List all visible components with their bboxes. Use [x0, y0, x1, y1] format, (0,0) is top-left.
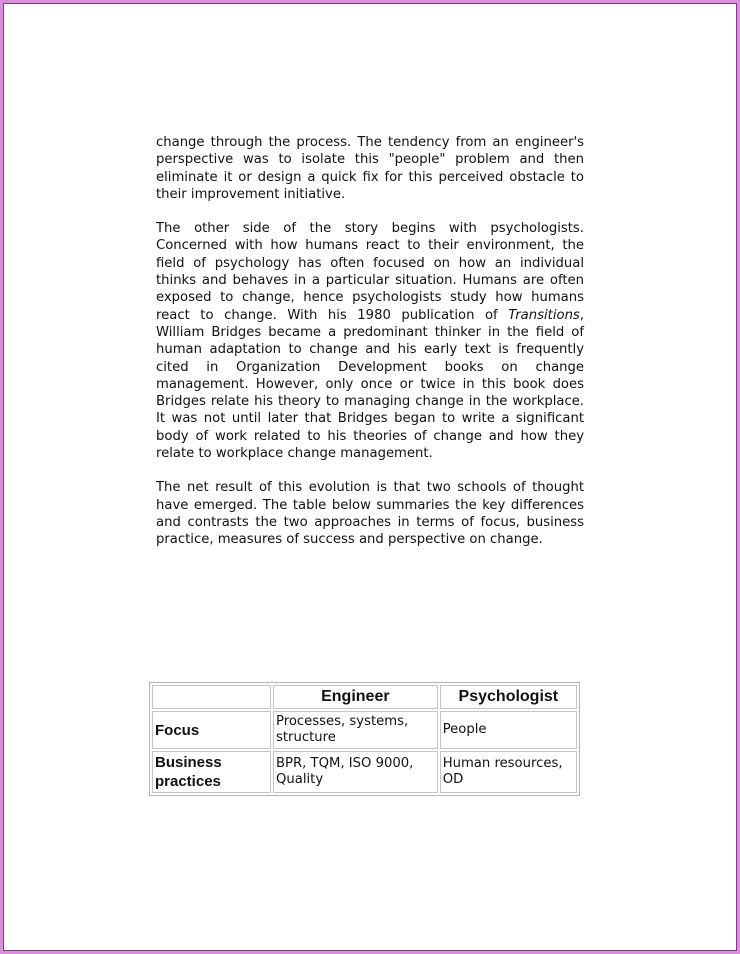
paragraph-2-text-b: , William Bridges became a predominant thinker in the field of human adaptation to change and his early text is frequently cited in Organization Development books on change management. However, only once or twice in this book does Bridges relate his theory to managing change in the workplace. It was not until later that Bridges began to write a significant body of work related to his theories of change and how they relate to workplace change management.: [156, 307, 584, 462]
book-title-transitions: Transitions: [508, 307, 580, 323]
paragraph-2-text-a: The other side of the story begins with psychologists. Concerned with how humans react to their environment, the field of psychology has often focused on how an individual thinks and behaves in a particular situation. Humans are often exposed to change, hence psychologists study how humans react to change. With his 1980 publication of: [156, 221, 584, 323]
table-header-row: [152, 685, 577, 709]
cell-engineer-business-practices: BPR, TQM, ISO 9000, Quality: [273, 751, 438, 793]
cell-psychologist-business-practices: Human resources, OD: [440, 751, 577, 793]
header-empty-cell: [152, 685, 271, 709]
row-label-business-practices: Business practices: [152, 751, 271, 793]
paragraph-3: The net result of this evolution is that two schools of thought have emerged. The table below summaries the key differences and contrasts the two approaches in terms of focus, business practice, measures of success and perspective on change.: [156, 480, 584, 548]
comparison-table: [149, 682, 580, 796]
paragraph-2: [156, 220, 584, 462]
cell-engineer-focus: Processes, systems, structure: [273, 711, 438, 749]
header-engineer: Engineer: [273, 685, 438, 709]
header-psychologist: Psychologist: [440, 685, 577, 709]
table-row: [152, 751, 577, 793]
cell-psychologist-focus: People: [440, 711, 577, 749]
paragraph-1: change through the process. The tendency from an engineer's perspective was to isolate this "people" problem and then eliminate it or design a quick fix for this perceived obstacle to their improvement initiative.: [156, 135, 584, 202]
row-label-focus: Focus: [152, 711, 271, 749]
table-row: [152, 711, 577, 749]
body-text: [156, 134, 584, 566]
